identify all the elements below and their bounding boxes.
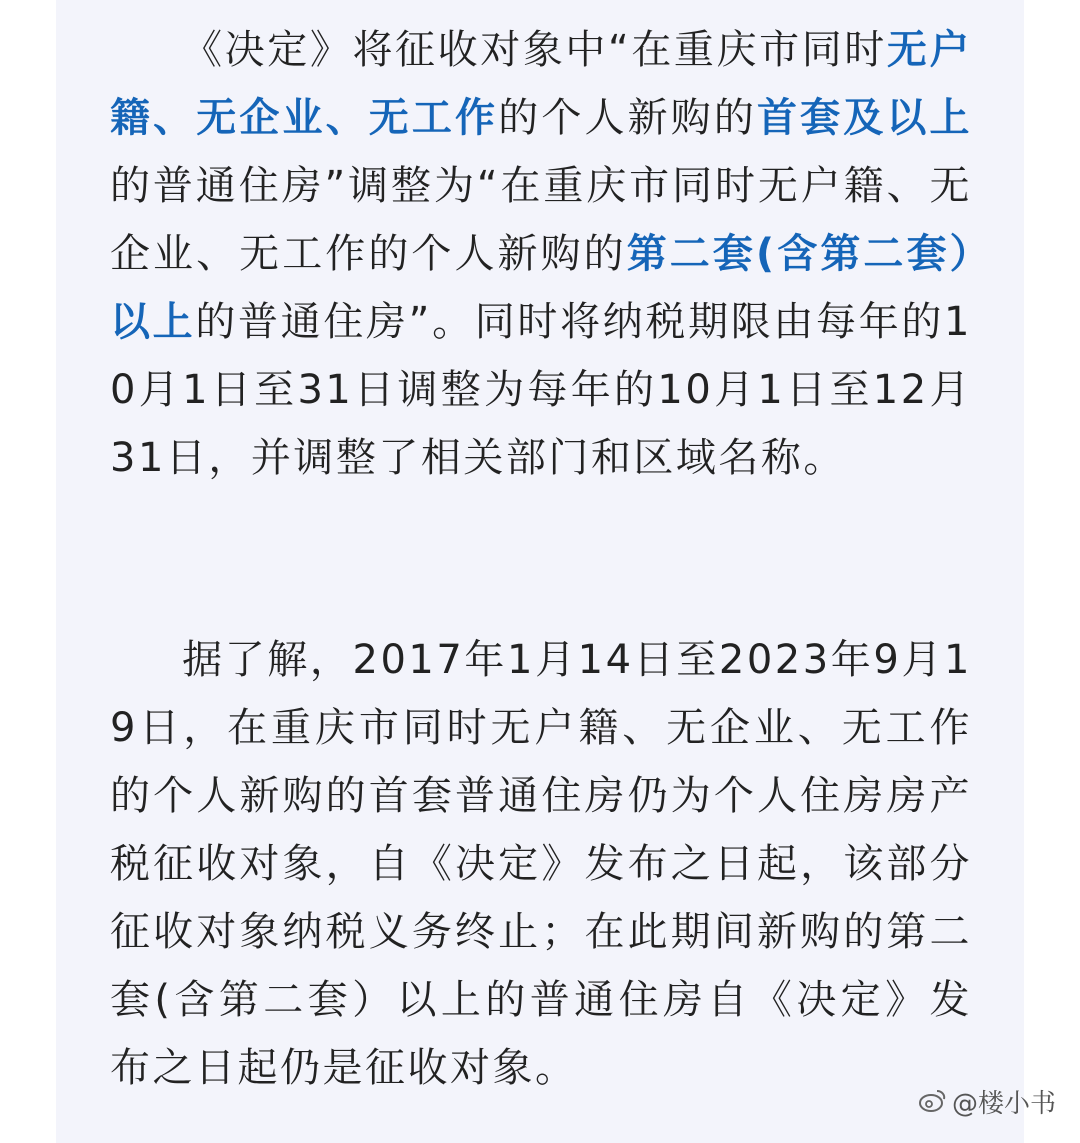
p1-segment-2: 的个人新购的 <box>498 95 757 141</box>
p1-segment-0: 《决定》将征收对象中“在重庆市同时 <box>182 27 887 73</box>
p1-highlight-second-home: 第二套(含第二套）以上 <box>110 231 973 345</box>
article-paragraph-1 <box>110 16 972 492</box>
p1-segment-6: 的普通住房”。同时将纳税期限由每年的10月1日至31日调整为每年的10月1日至12月31日，并调整了相关部门和区域名称。 <box>110 299 973 481</box>
watermark-text: @楼小书 <box>951 1088 1056 1119</box>
weibo-style-logo-icon <box>918 1088 946 1114</box>
p1-highlight-first-home: 首套及以上 <box>756 95 973 141</box>
article-paragraph-2 <box>110 626 972 1102</box>
p1-highlight-no-household: 无户籍、无企业、无工作 <box>110 27 972 141</box>
p1-segment-4: 的普通住房”调整为“在重庆市同时无户籍、无企业、无工作的个人新购的 <box>110 163 972 277</box>
watermark <box>918 1083 1056 1119</box>
p2-text: 据了解，2017年1月14日至2023年9月19日，在重庆市同时无户籍、无企业、无工作的个人新购的首套普通住房仍为个人住房房产税征收对象，自《决定》发布之日起，该部分征收对象纳税义务终止；在此期间新购的第二套(含第二套）以上的普通住房自《决定》发布之日起仍是征收对象。 <box>110 637 972 1091</box>
